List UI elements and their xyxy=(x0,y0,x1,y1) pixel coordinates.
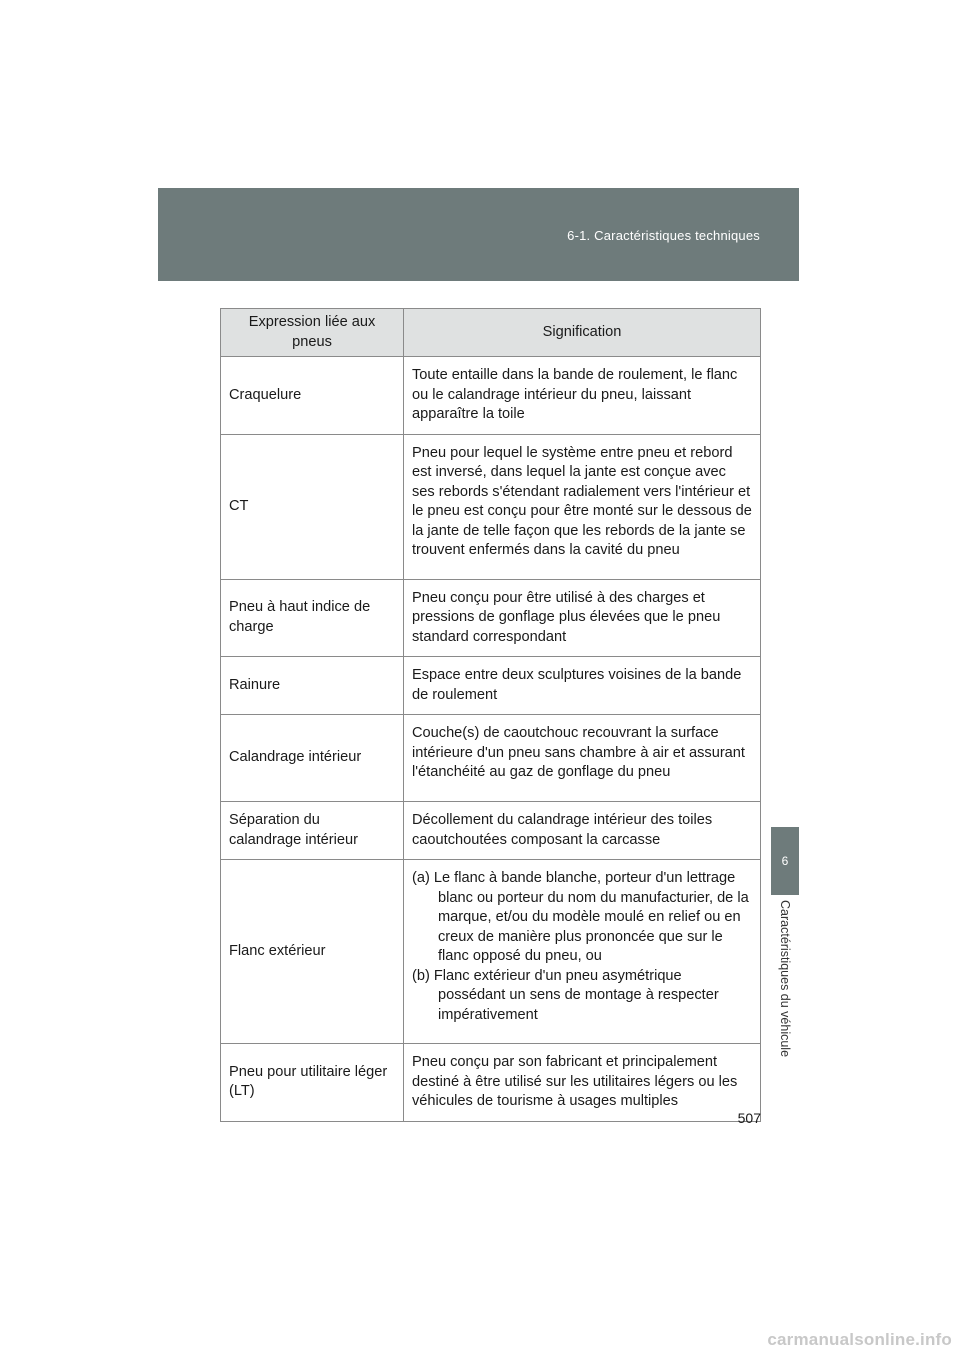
meaning-cell: Pneu conçu par son fabricant et principalement destiné à être utilisé sur les utilitaires légers ou les véhicules de tourisme à usages multiples xyxy=(404,1044,761,1122)
meaning-cell: Espace entre deux sculptures voisines de la bande de roulement xyxy=(404,657,761,715)
table-row xyxy=(221,860,761,1044)
term-cell: Rainure xyxy=(221,657,404,715)
meaning-cell xyxy=(404,860,761,1044)
header-band xyxy=(158,188,799,281)
table-row xyxy=(221,715,761,802)
table-row xyxy=(221,657,761,715)
meaning-cell: Pneu conçu pour être utilisé à des charges et pressions de gonflage plus élevées que le pneu standard correspondant xyxy=(404,579,761,657)
term-cell: Flanc extérieur xyxy=(221,860,404,1044)
table-row xyxy=(221,1044,761,1122)
meaning-list-item: (b) Flanc extérieur d'un pneu asymétrique possédant un sens de montage à respecter impérativement xyxy=(412,967,719,1023)
term-cell: Craquelure xyxy=(221,357,404,435)
meaning-list xyxy=(412,869,752,1025)
table-row xyxy=(221,434,761,579)
chapter-tab xyxy=(771,827,799,895)
term-cell: Pneu pour utilitaire léger (LT) xyxy=(221,1044,404,1122)
column-header-term: Expression liée aux pneus xyxy=(221,309,404,357)
meaning-cell: Couche(s) de caoutchouc recouvrant la surface intérieure d'un pneu sans chambre à air et assurant l'étanchéité au gaz de gonflage du pneu xyxy=(404,715,761,802)
chapter-number: 6 xyxy=(781,854,789,868)
table-row xyxy=(221,357,761,435)
meaning-list-item: (a) Le flanc à bande blanche, porteur d'un lettrage blanc ou porteur du nom du manufacturier, de la marque, et/ou du modèle moulé en relief ou en creux de manière plus prononcée que sur le flanc opposé du pneu, ou xyxy=(412,870,749,964)
term-cell: CT xyxy=(221,434,404,579)
column-header-meaning: Signification xyxy=(404,309,761,357)
table-header-row xyxy=(221,309,761,357)
term-cell: Séparation du calandrage intérieur xyxy=(221,802,404,860)
term-cell: Pneu à haut indice de charge xyxy=(221,579,404,657)
page-number: 507 xyxy=(737,1110,761,1126)
chapter-label-container xyxy=(772,900,798,1090)
table-row xyxy=(221,802,761,860)
watermark: carmanualsonline.info xyxy=(767,1330,952,1349)
meaning-cell: Décollement du calandrage intérieur des toiles caoutchoutées composant la carcasse xyxy=(404,802,761,860)
term-cell: Calandrage intérieur xyxy=(221,715,404,802)
meaning-cell: Pneu pour lequel le système entre pneu et rebord est inversé, dans lequel la jante est conçue avec ses rebords s'étendant radialement vers l'intérieur et le pneu est conçu pour être monté sur le dessous de la jante de telle façon que les rebords de la jante se trouvent enfermés dans la cavité du pneu xyxy=(404,434,761,579)
table-row xyxy=(221,579,761,657)
tire-terms-table xyxy=(220,308,761,1122)
meaning-cell: Toute entaille dans la bande de roulement, le flanc ou le calandrage intérieur du pneu, laissant apparaître la toile xyxy=(404,357,761,435)
chapter-label: Caractéristiques du véhicule xyxy=(778,900,792,1058)
section-title: 6-1. Caractéristiques techniques xyxy=(567,228,760,243)
